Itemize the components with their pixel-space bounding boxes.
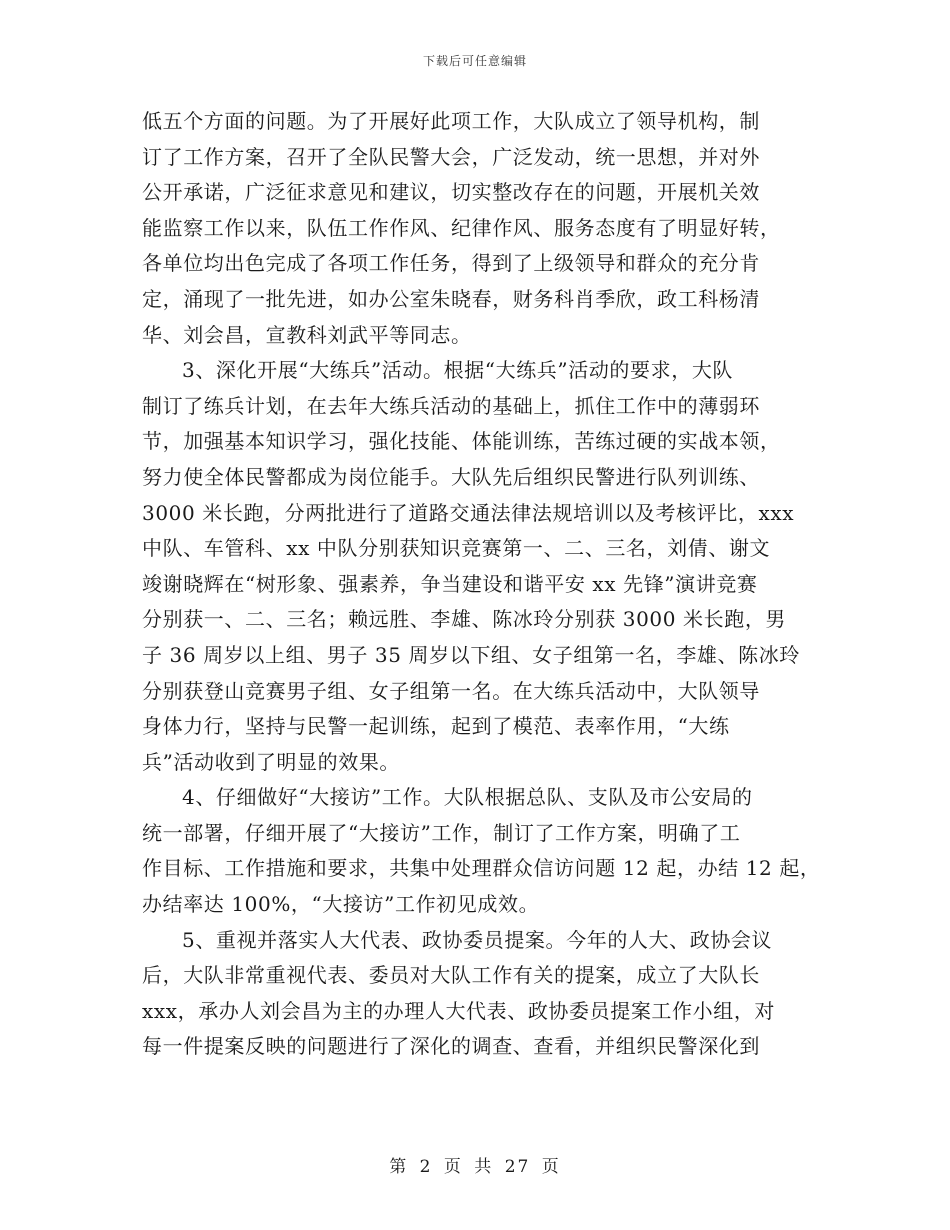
text-line: 身体力行，坚持与民警一起训练，起到了模范、表率作用，“大练 (142, 714, 730, 739)
text-line: 后，大队非常重视代表、委员对大队工作有关的提案，成立了大队长 (142, 963, 760, 988)
text-line: 子 36 周岁以上组、男子 35 周岁以下组、女子组第一名，李雄、陈冰玲 (142, 642, 800, 667)
page-header: 下载后可任意编辑 (422, 54, 527, 68)
text-line: 每一件提案反映的问题进行了深化的调查、查看，并组织民警深化到 (142, 1034, 760, 1059)
text-line: 统一部署，仔细开展了“大接访”工作，制订了工作方案，明确了工 (142, 820, 741, 845)
text-line: 3000 米长跑，分两批进行了道路交通法律法规培训以及考核评比，xxx (142, 500, 795, 525)
paragraph-first-line: 4、仔细做好“大接访”工作。大队根据总队、支队及市公安局的 (182, 785, 753, 810)
text-line: 分别获一、二、三名；赖远胜、李雄、陈冰玲分别获 3000 米长跑，男 (142, 607, 787, 632)
page-number: 第 2 页 共 27 页 (389, 1157, 561, 1177)
text-line: 中队、车管科、xx 中队分别获知识竞赛第一、二、三名，刘倩、谢文 (142, 536, 771, 561)
text-line: 能监察工作以来，队伍工作作风、纪律作风、服务态度有了明显好转， (142, 215, 781, 240)
text-line: 华、刘会昌，宣教科刘武平等同志。 (142, 322, 472, 347)
text-line: 办结率达 100%，“大接访”工作初见成效。 (142, 892, 540, 917)
text-line: 作目标、工作措施和要求，共集中处理群众信访问题 12 起，办结 12 起， (142, 856, 821, 881)
text-line: xxx，承办人刘会昌为主的办理人大代表、政协委员提案工作小组，对 (142, 998, 776, 1023)
text-line: 节，加强基本知识学习，强化技能、体能训练，苦练过硬的实战本领， (142, 429, 781, 454)
paragraph-first-line: 5、重视并落实人大代表、政协委员提案。今年的人大、政协会议 (182, 927, 773, 952)
text-line: 努力使全体民警都成为岗位能手。大队先后组织民警进行队列训练、 (142, 464, 760, 489)
document-body (142, 104, 822, 1065)
text-line: 定，涌现了一批先进，如办公室朱晓春，财务科肖季欣，政工科杨清 (142, 286, 760, 311)
text-line: 订了工作方案，召开了全队民警大会，广泛发动，统一思想，并对外 (142, 144, 760, 169)
text-line: 兵”活动收到了明显的效果。 (142, 749, 401, 774)
text-line: 各单位均出色完成了各项工作任务，得到了上级领导和群众的充分肯 (142, 251, 760, 276)
text-line: 制订了练兵计划，在去年大练兵活动的基础上，抓住工作中的薄弱环 (142, 393, 760, 418)
text-line: 竣谢晓辉在“树形象、强素养，争当建设和谐平安 xx 先锋”演讲竞赛 (142, 571, 758, 596)
text-line: 公开承诺，广泛征求意见和建议，切实整改存在的问题，开展机关效 (142, 180, 760, 205)
paragraph-first-line: 3、深化开展“大练兵”活动。根据“大练兵”活动的要求，大队 (182, 358, 734, 383)
text-line: 分别获登山竞赛男子组、女子组第一名。在大练兵活动中，大队领导 (142, 678, 760, 703)
text-line: 低五个方面的问题。为了开展好此项工作，大队成立了领导机构，制 (142, 109, 760, 133)
